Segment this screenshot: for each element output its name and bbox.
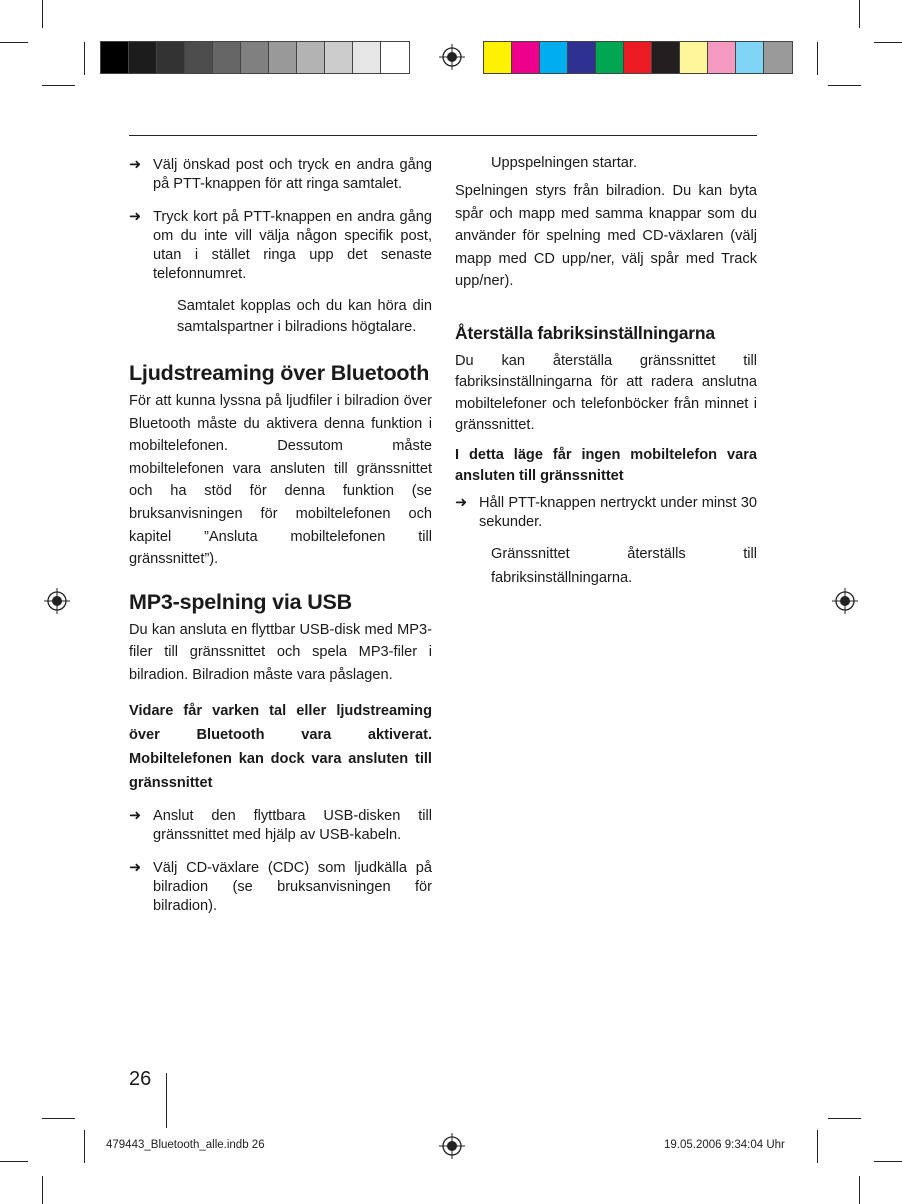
color-swatch <box>596 42 624 73</box>
result-text: Samtalet kopplas och du kan höra din samtalspartner i bilradions högtalare. <box>177 298 432 335</box>
step-text: Anslut den flyttbara USB-disken till gränssnittet med hjälp av USB-kabeln. <box>153 807 432 843</box>
section-note: I detta läge får ingen mobiltelefon vara ansluten till gränssnittet <box>455 446 757 485</box>
crop-mark <box>0 1161 28 1162</box>
arrow-icon: ➜ <box>129 157 142 173</box>
crop-mark <box>817 42 818 75</box>
crop-mark <box>166 1073 167 1128</box>
right-column <box>455 154 757 590</box>
color-swatch <box>764 42 792 73</box>
gray-swatch <box>129 42 157 73</box>
gray-swatch <box>297 42 325 73</box>
crop-mark <box>828 85 861 86</box>
section-heading: Ljudstreaming över Bluetooth <box>129 361 430 385</box>
step-text: Välj önskad post och tryck en andra gång på PTT-knappen för att ringa samtalet. <box>153 157 432 192</box>
footer-datetime: 19.05.2006 9:34:04 Uhr <box>664 1139 785 1151</box>
crop-mark <box>817 1130 818 1163</box>
crop-mark <box>0 42 28 43</box>
color-swatch <box>512 42 540 73</box>
color-swatch <box>708 42 736 73</box>
result-text: Uppspelningen startar. <box>491 155 638 171</box>
header-rule <box>129 135 757 136</box>
instruction-step <box>129 859 432 916</box>
section-heading: MP3-spelning via USB <box>129 589 352 614</box>
instruction-step <box>455 494 757 532</box>
gray-swatch <box>241 42 269 73</box>
arrow-icon: ➜ <box>129 209 142 225</box>
crop-mark <box>42 0 43 28</box>
crop-mark <box>828 1118 861 1119</box>
result-text: Gränssnittet återställs till fabriksinställningarna. <box>491 545 757 586</box>
crop-mark <box>42 1118 75 1119</box>
step-text: Tryck kort på PTT-knappen en andra gång om du inte vill välja någon specifik post, utan i stället ringa upp det senaste telefonnumret. <box>153 209 432 282</box>
registration-mark-icon <box>439 44 465 70</box>
gray-swatch <box>157 42 185 73</box>
registration-mark-icon <box>832 588 858 614</box>
instruction-step <box>129 208 432 284</box>
section-note: Vidare får varken tal eller ljudstreaming över Bluetooth vara aktiverat. Mobiltelefonen kan dock vara ansluten till gränssnittet <box>129 702 432 791</box>
footer-filename: 479443_Bluetooth_alle.indb 26 <box>106 1139 265 1151</box>
registration-mark-icon <box>44 588 70 614</box>
section-body: Du kan ansluta en flyttbar USB-disk med MP3-filer till gränssnittet och spela MP3-filer i bilradion. Bilradion måste vara påslagen. <box>129 621 432 683</box>
step-text: Välj CD-växlare (CDC) som ljudkälla på bilradion (se bruksanvisningen för bilradion). <box>153 859 432 914</box>
section-body: Spelningen styrs från bilradion. Du kan byta spår och mapp med samma knappar som du använder för spelning med CD-växlaren (välj mapp med CD upp/ner, välj spår med Track upp/ner). <box>455 183 757 290</box>
crop-mark <box>859 0 860 28</box>
gray-swatch <box>381 42 409 73</box>
section-body: Du kan återställa gränssnittet till fabriksinställningarna för att radera anslutna mobiltelefoner och telefonböcker från minnet i gränssnittet. <box>455 352 757 434</box>
gray-swatch <box>101 42 129 73</box>
arrow-icon: ➜ <box>455 494 468 511</box>
gray-swatch <box>269 42 297 73</box>
color-swatch <box>568 42 596 73</box>
crop-mark <box>42 1176 43 1204</box>
crop-mark <box>84 1130 85 1163</box>
gray-swatch <box>325 42 353 73</box>
color-swatch <box>652 42 680 73</box>
gray-swatch <box>185 42 213 73</box>
step-text: Håll PTT-knappen nertryckt under minst 30 sekunder. <box>479 494 757 530</box>
instruction-step <box>129 156 432 194</box>
color-swatch <box>624 42 652 73</box>
grayscale-calibration-bar <box>100 41 410 74</box>
crop-mark <box>859 1176 860 1204</box>
gray-swatch <box>213 42 241 73</box>
arrow-icon: ➜ <box>129 807 142 824</box>
page-number: 26 <box>129 1068 152 1090</box>
left-column <box>129 156 432 916</box>
crop-mark <box>874 42 902 43</box>
crop-mark <box>42 85 75 86</box>
gray-swatch <box>353 42 381 73</box>
color-swatch <box>484 42 512 73</box>
color-swatch <box>680 42 708 73</box>
registration-mark-icon <box>439 1133 465 1159</box>
crop-mark <box>84 42 85 75</box>
color-swatch <box>736 42 764 73</box>
section-heading: Återställa fabriksinställningarna <box>455 322 715 343</box>
color-swatch <box>540 42 568 73</box>
arrow-icon: ➜ <box>129 859 142 876</box>
section-body: För att kunna lyssna på ljudfiler i bilradion över Bluetooth måste du aktivera denna funktion i mobiltelefonen. Dessutom måste mobiltelefonen vara ansluten till gränssnittet och ha stöd för denna funktion (se bruksanvisningen för mobiltelefonen och kapitel ”Ansluta mobiltelefonen till gränssnittet”). <box>129 393 432 568</box>
color-calibration-bar <box>483 41 793 74</box>
instruction-step <box>129 807 432 845</box>
crop-mark <box>874 1161 902 1162</box>
